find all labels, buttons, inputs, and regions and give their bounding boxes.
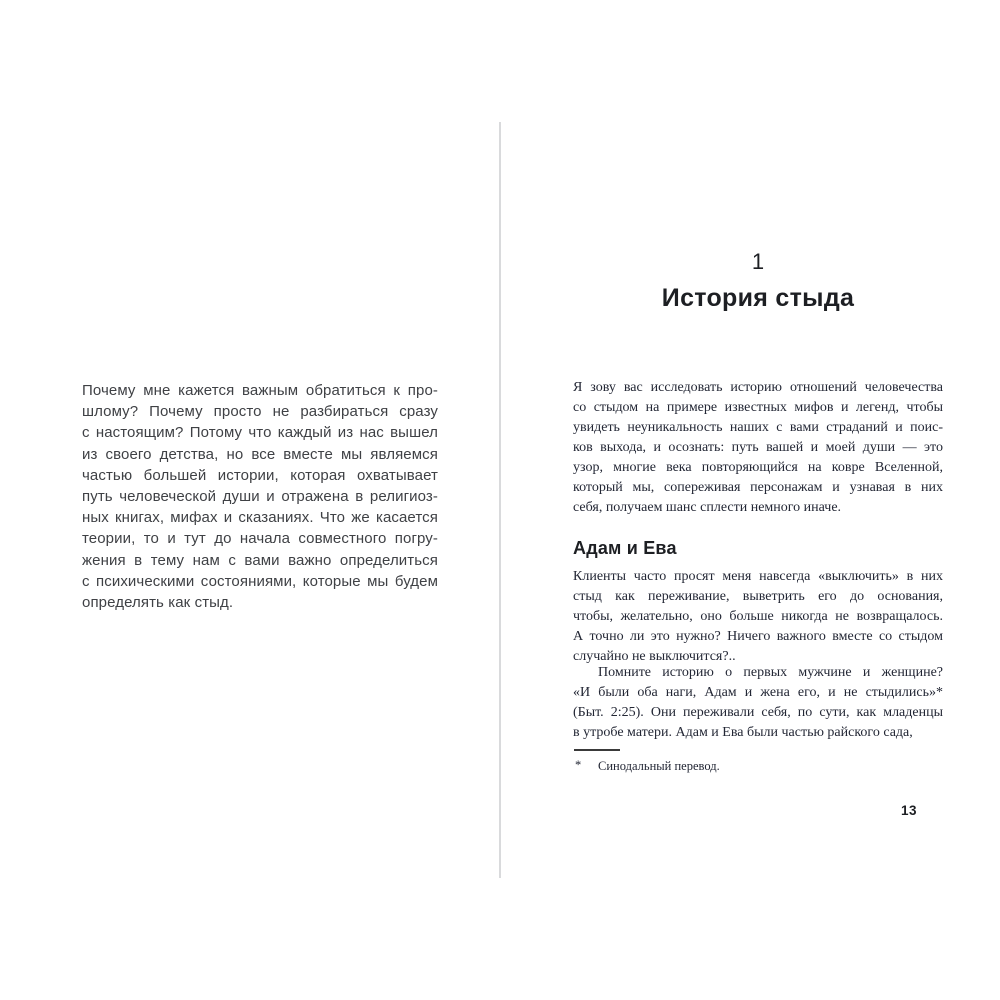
text-line: (Быт. 2:25). Они переживали себя, по сути, как младенцы (573, 705, 943, 720)
text-line: увидеть неуникальность наших с вами страданий и поис- (573, 420, 943, 435)
text-line: стыд как переживание, выветрить его до основания, (573, 589, 943, 604)
text-line: узор, многие века повторяющийся на ковре Вселенной, (573, 460, 943, 475)
text-line: в утробе матери. Адам и Ева были частью райского сада, (573, 725, 913, 740)
text-line: Почему мне кажется важным обратиться к про- (82, 382, 438, 399)
text-line: А точно ли это нужно? Ничего важного вместе со стыдом (573, 629, 943, 644)
text-line: частью большей истории, которая охватывает (82, 466, 438, 484)
chapter-number: 1 (751, 249, 765, 274)
text-line: себя, получаем шанс сплести немного иначе. (573, 500, 842, 515)
text-line: с настоящим? Потому что каждый из нас вышел (82, 424, 438, 442)
footnote-marker: * (575, 758, 582, 772)
text-line: который мы, сопереживая персонажам и узнавая в них (573, 480, 943, 495)
text-line: ков выхода, и осознать: путь вашей и моей души — это (573, 440, 943, 455)
text-line: шлому? Почему просто не разбираться сразу (82, 403, 438, 421)
footnote-text: Синодальный перевод. (598, 759, 720, 773)
text-line: с психическими состояниями, которые мы будем (82, 572, 438, 590)
text-line: из своего детства, но все вместе мы являемся (82, 445, 438, 463)
chapter-title: История стыда (661, 284, 855, 312)
text-line: Я зову вас исследовать историю отношений человечества (573, 380, 943, 395)
text-line: случайно не выключится?.. (573, 649, 736, 664)
left-page-paragraph (82, 380, 438, 613)
text-line: теории, то и тут до начала совместного погру- (82, 530, 438, 548)
footnote (573, 758, 943, 775)
page-number: 13 (900, 803, 917, 818)
text-line: Помните историю о первых мужчине и женщине? (598, 665, 943, 680)
page-divider (499, 122, 501, 878)
text-line: чтобы, желательно, оно больше никогда не возвращалось. (573, 609, 943, 624)
text-line: со стыдом на примере известных мифов и легенд, чтобы (573, 400, 943, 415)
text-line: ных книгах, мифах и сказаниях. Что же касается (82, 509, 438, 527)
text-line: жения в тему нам с вами важно определиться (82, 551, 438, 569)
right-page (573, 0, 943, 1000)
paragraph-clients (573, 567, 943, 667)
text-line: путь человеческой души и отражена в религиоз- (82, 488, 438, 506)
text-line: определять как стыд. (82, 594, 234, 612)
paragraph-adam-eve (573, 663, 943, 743)
section-heading: Адам и Ева (573, 538, 677, 558)
text-line: «И были оба наги, Адам и жена его, и не стыдились»* (573, 685, 943, 700)
footnote-rule (574, 749, 620, 751)
intro-paragraph (573, 378, 943, 518)
text-line: Клиенты часто просят меня навсегда «выключить» в них (573, 569, 943, 584)
